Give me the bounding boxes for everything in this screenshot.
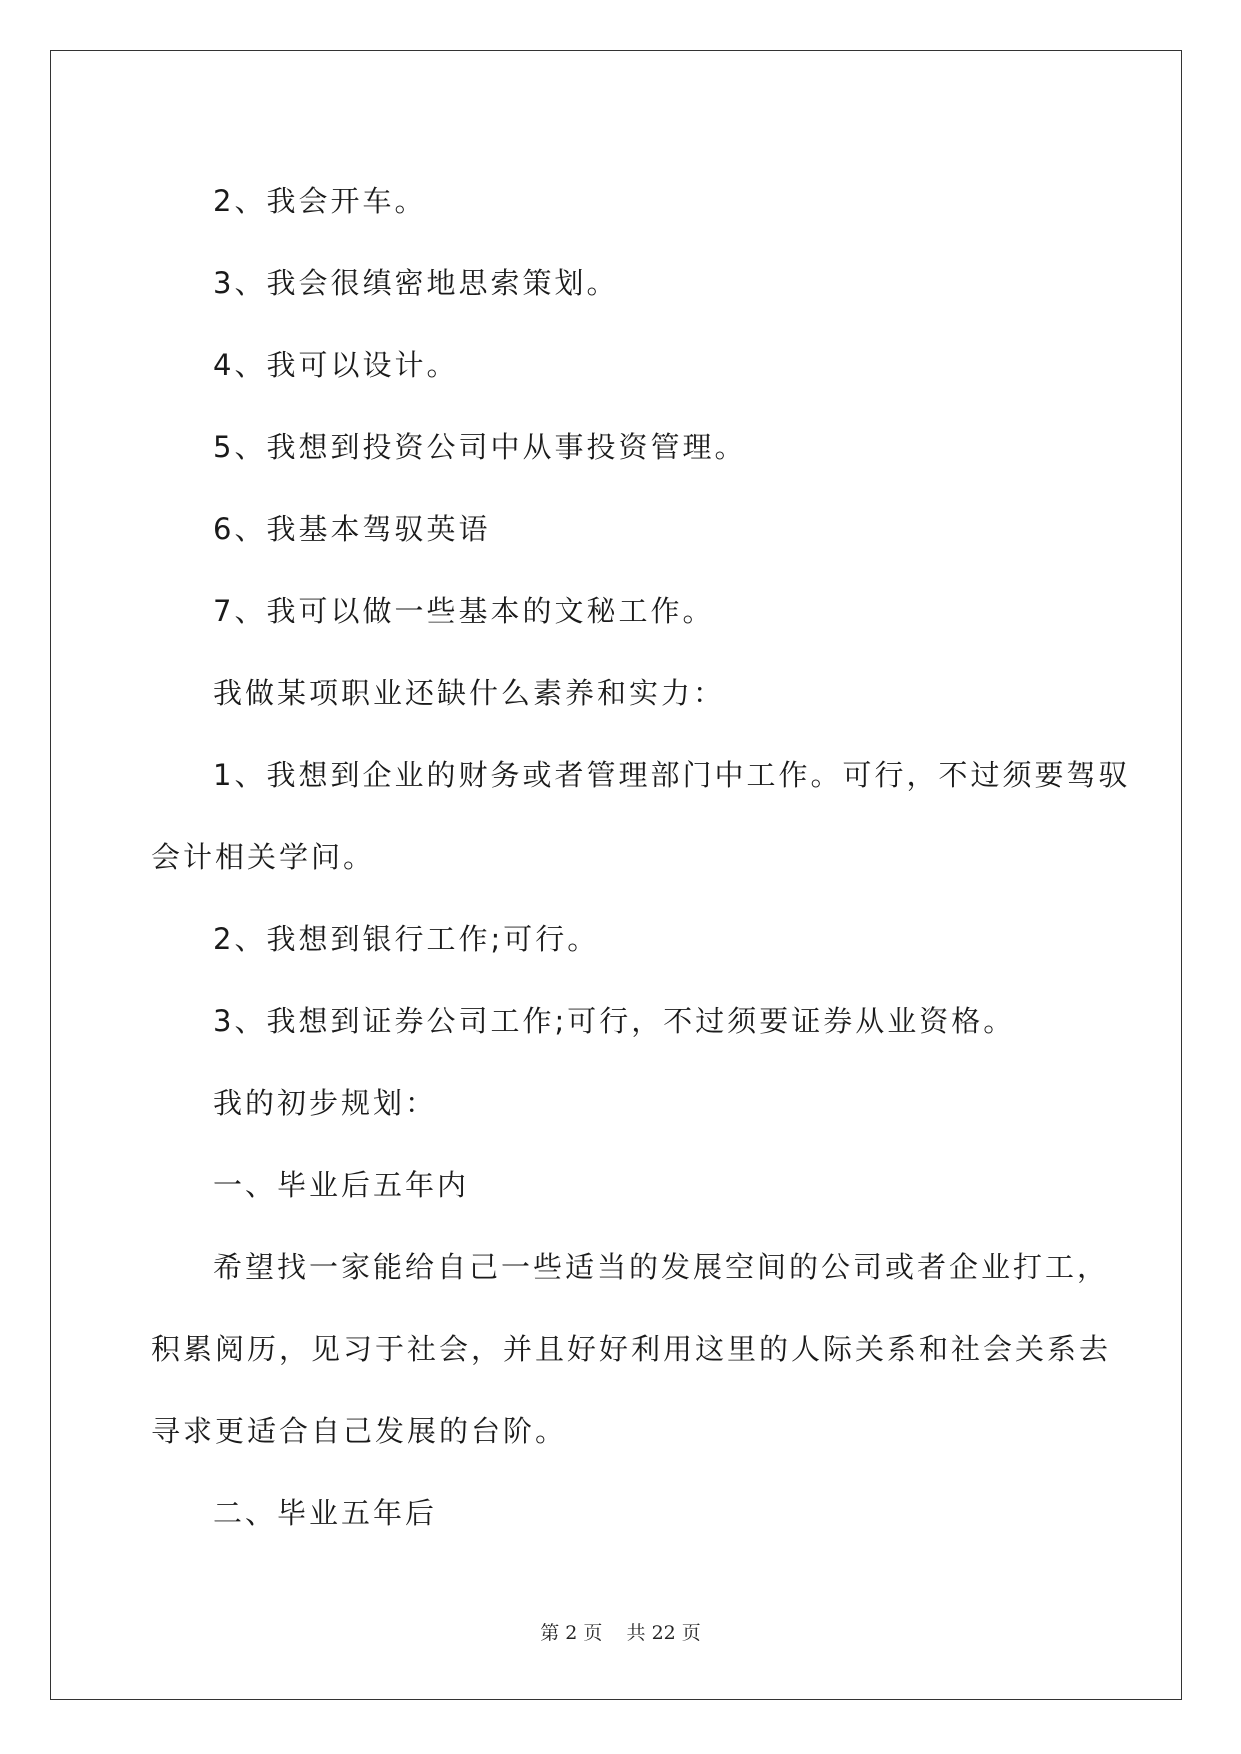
text-line: 2、我会开车。 xyxy=(213,184,427,218)
text-line: 一、毕业后五年内 xyxy=(213,1168,470,1202)
text-line: 我的初步规划： xyxy=(213,1086,438,1120)
text-line: 6、我基本驾驭英语 xyxy=(213,512,491,546)
paragraph xyxy=(151,242,1093,324)
text-line: 寻求更适合自己发展的台阶。 xyxy=(151,1414,568,1448)
paragraph xyxy=(151,980,1093,1062)
text-line: 5、我想到投资公司中从事投资管理。 xyxy=(213,430,747,464)
text-line: 我做某项职业还缺什么素养和实力： xyxy=(213,676,726,710)
paragraph xyxy=(151,652,1093,734)
paragraph xyxy=(151,488,1093,570)
paragraph xyxy=(151,898,1093,980)
paragraph xyxy=(151,570,1093,652)
text-line: 会计相关学问。 xyxy=(151,840,376,874)
paragraph xyxy=(151,324,1093,406)
text-line: 1、我想到企业的财务或者管理部门中工作。可行，不过须要驾驭 xyxy=(213,758,1131,792)
paragraph xyxy=(151,734,1131,898)
text-line: 希望找一家能给自己一些适当的发展空间的公司或者企业打工， xyxy=(213,1250,1110,1284)
paragraph xyxy=(151,1144,1093,1226)
text-line: 积累阅历，见习于社会，并且好好利用这里的人际关系和社会关系去 xyxy=(151,1332,1112,1366)
text-line: 7、我可以做一些基本的文秘工作。 xyxy=(213,594,715,628)
paragraph xyxy=(151,1226,1112,1472)
paragraph xyxy=(151,1472,1093,1554)
text-line: 二、毕业五年后 xyxy=(213,1496,438,1530)
paragraph xyxy=(151,1062,1093,1144)
text-line: 3、我会很缜密地思索策划。 xyxy=(213,266,619,300)
paragraph xyxy=(151,160,1093,242)
text-line: 2、我想到银行工作;可行。 xyxy=(213,922,600,956)
document-body xyxy=(151,160,1131,1554)
paragraph xyxy=(151,406,1093,488)
text-line: 3、我想到证券公司工作;可行，不过须要证券从业资格。 xyxy=(213,1004,1016,1038)
text-line: 4、我可以设计。 xyxy=(213,348,459,382)
page-number-footer: 第 2 页 共 22 页 xyxy=(540,1622,701,1644)
